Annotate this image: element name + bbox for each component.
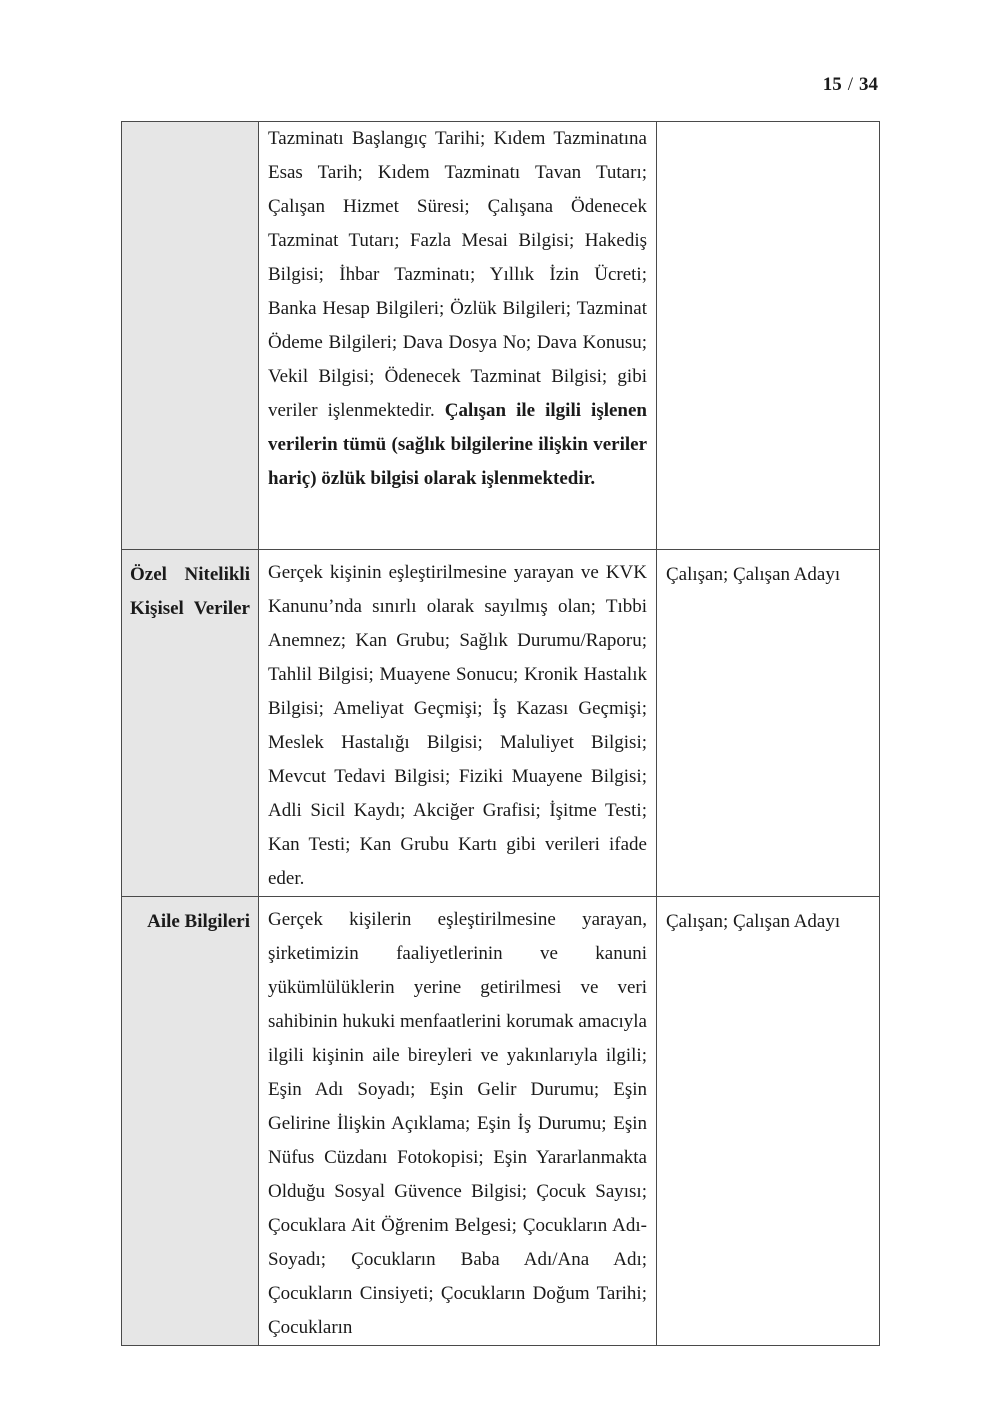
page-total: 34	[859, 74, 878, 95]
data-subjects-cell: Çalışan; Çalışan Adayı	[657, 897, 880, 1346]
description-text: Tazminatı Başlangıç Tarihi; Kıdem Tazminatına Esas Tarih; Kıdem Tazminatı Tavan Tutarı; Çalışan Hizmet Süresi; Çalışana Ödenecek Tazminat Tutarı; Fazla Mesai Bilgisi; Hakediş Bilgisi; İhbar Tazminatı; Yıllık İzin Ücreti; Banka Hesap Bilgileri; Özlük Bilgileri; Tazminat Ödeme Bilgileri; Dava Dosya No; Dava Konusu; Vekil Bilgisi; Ödenecek Tazminat Bilgisi; gibi veriler işlenmektedir.	[268, 128, 647, 421]
table-row	[122, 897, 880, 1346]
category-line: Kişisel Veriler	[130, 598, 250, 619]
category-line: Özel Nitelikli	[130, 564, 250, 585]
page-current: 15	[822, 74, 842, 95]
page-number	[823, 74, 878, 96]
table-row	[122, 550, 880, 897]
category-cell	[122, 550, 259, 897]
description-cell: Gerçek kişilerin eşleştirilmesine yarayan, şirketimizin faaliyetlerinin ve kanuni yükümlülüklerin yerine getirilmesi ve veri sahibinin hukuki menfaatlerini korumak amacıyla ilgili kişinin aile bireyleri ve yakınlarıyla ilgili; Eşin Adı Soyadı; Eşin Gelir Durumu; Eşin Gelirine İlişkin Açıklama; Eşin İş Durumu; Eşin Nüfus Cüzdanı Fotokopisi; Eşin Yararlanmakta Olduğu Sosyal Güvence Bilgisi; Çocuk Sayısı; Çocuklara Ait Öğrenim Belgesi; Çocukların Adı-Soyadı; Çocukların Baba Adı/Ana Adı; Çocukların Cinsiyeti; Çocukların Doğum Tarihi; Çocukların	[259, 897, 657, 1346]
description-cell: Gerçek kişinin eşleştirilmesine yarayan ve KVK Kanunu’nda sınırlı olarak sayılmış olan; Tıbbi Anemnez; Kan Grubu; Sağlık Durumu/Raporu; Tahlil Bilgisi; Muayene Sonucu; Kronik Hastalık Bilgisi; Ameliyat Geçmişi; İş Kazası Geçmişi; Meslek Hastalığı Bilgisi; Maluliyet Bilgisi; Mevcut Tedavi Bilgisi; Fiziki Muayene Bilgisi; Adli Sicil Kaydı; Akciğer Grafisi; İşitme Testi; Kan Testi; Kan Grubu Kartı gibi verileri ifade eder.	[259, 550, 657, 897]
table-row	[122, 122, 880, 550]
data-subjects-cell	[657, 122, 880, 550]
category-cell	[122, 122, 259, 550]
page-separator: /	[847, 74, 853, 95]
description-bold-text: Çalışan ile ilgili işlenen verilerin tümü (sağlık bilgilerine ilişkin veriler hariç) özlük bilgisi olarak işlenmektedir.	[268, 400, 648, 489]
personal-data-table	[121, 121, 880, 1346]
description-cell	[259, 122, 657, 550]
data-subjects-cell: Çalışan; Çalışan Adayı	[657, 550, 880, 897]
category-cell: Aile Bilgileri	[122, 897, 259, 1346]
